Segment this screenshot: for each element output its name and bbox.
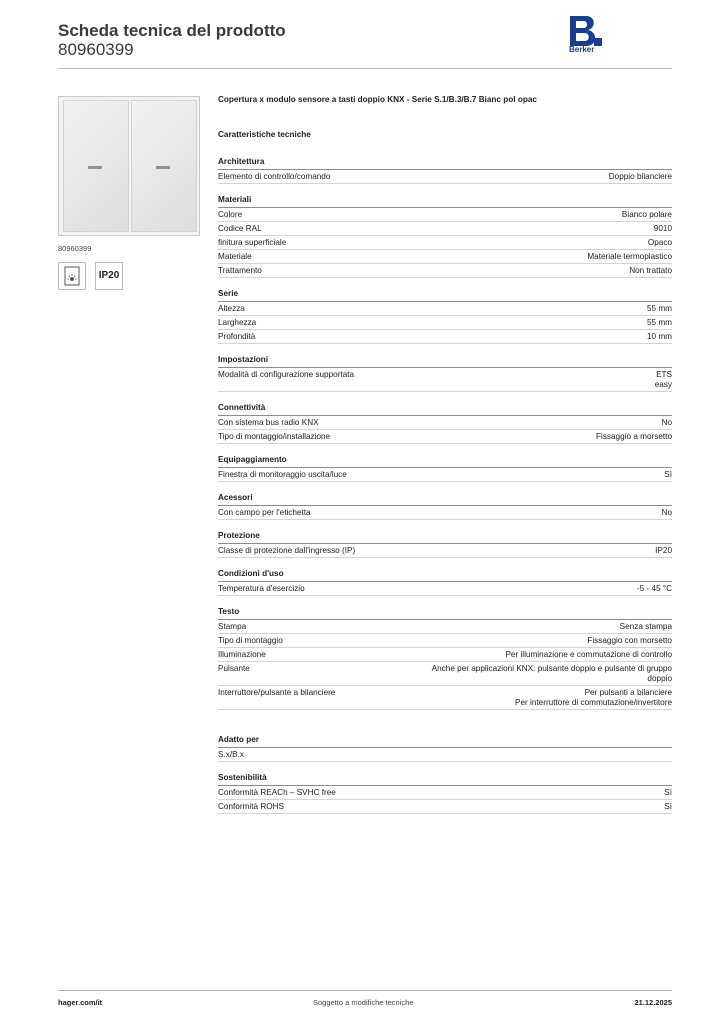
- spec-value: [662, 508, 672, 518]
- spec-value: [655, 546, 672, 556]
- spec-value-line: 9010: [653, 224, 672, 233]
- section-title: Sostenibilità: [218, 772, 672, 786]
- section-title: Architettura: [218, 156, 672, 170]
- ip-rating-badge: IP20: [95, 262, 123, 290]
- spec-row: [218, 544, 672, 558]
- spec-label: Tipo di montaggio/installazione: [218, 432, 331, 441]
- spec-label: Con campo per l'etichetta: [218, 508, 311, 517]
- spec-value-line: 55 mm: [646, 318, 672, 327]
- spec-value: [654, 224, 672, 234]
- spec-row: [218, 170, 672, 184]
- spec-value: [587, 252, 672, 262]
- section-title: Testo: [218, 606, 672, 620]
- spec-value-line: Non trattato: [629, 266, 672, 275]
- spec-row: [218, 748, 672, 762]
- spec-section: [218, 772, 672, 814]
- section-title: Condizioni d'uso: [218, 568, 672, 582]
- spec-value: [515, 688, 672, 708]
- spec-value-line: doppio: [647, 674, 672, 683]
- header-divider: [58, 68, 672, 69]
- spec-row: [218, 316, 672, 330]
- spec-value: [647, 304, 672, 314]
- spec-label: Colore: [218, 210, 243, 219]
- spec-row: [218, 468, 672, 482]
- spec-value: [647, 318, 672, 328]
- spec-row: [218, 582, 672, 596]
- spec-value-line: Bianco polare: [621, 210, 672, 219]
- spec-row: [218, 648, 672, 662]
- led-indicator-left: [88, 166, 102, 169]
- spec-value-line: Sì: [664, 470, 672, 479]
- spec-value-line: Senza stampa: [619, 622, 672, 631]
- spec-row: [218, 506, 672, 520]
- spec-label: Con sistema bus radio KNX: [218, 418, 319, 427]
- spec-section: [218, 156, 672, 184]
- footer-date: 21.12.2025: [634, 998, 672, 1007]
- spec-row: [218, 236, 672, 250]
- spec-row: [218, 250, 672, 264]
- spec-section: [218, 288, 672, 344]
- spec-label: Elemento di controllo/comando: [218, 172, 331, 181]
- spec-row: [218, 330, 672, 344]
- spec-label: Temperatura d'esercizio: [218, 584, 305, 593]
- spec-value-line: -5 - 45 °C: [636, 584, 672, 593]
- spec-section: [218, 734, 672, 762]
- spec-value-line: Anche per applicazioni KNX: pulsante doppio e pulsante di gruppo: [431, 664, 672, 673]
- section-title: Serie: [218, 288, 672, 302]
- spec-value-line: 55 mm: [646, 304, 672, 313]
- sensor-light-icon: [58, 262, 86, 290]
- section-title: Impostazioni: [218, 354, 672, 368]
- spec-section: [218, 354, 672, 392]
- spec-label: S.x/B.x: [218, 750, 244, 759]
- spec-value: [629, 266, 672, 276]
- rocker-left: [63, 100, 129, 232]
- spec-label: Conformità REACh – SVHC free: [218, 788, 336, 797]
- section-title: Acessori: [218, 492, 672, 506]
- spec-label: Modalità di configurazione supportata: [218, 370, 355, 379]
- spec-label: Finestra di monitoraggio uscita/luce: [218, 470, 347, 479]
- spec-value-line: Per pulsanti a bilanciere: [584, 688, 672, 697]
- footer-divider: [58, 990, 672, 991]
- spec-label: Illuminazione: [218, 650, 266, 659]
- specification-table: [218, 156, 672, 824]
- section-title: Connettività: [218, 402, 672, 416]
- spec-row: [218, 634, 672, 648]
- spec-value-line: Per illuminazione e commutazione di controllo: [505, 650, 672, 659]
- spec-value-line: easy: [654, 380, 672, 389]
- brand-name: Berker: [569, 45, 595, 54]
- spec-value: [655, 370, 672, 390]
- spec-section: [218, 530, 672, 558]
- spec-label: Altezza: [218, 304, 245, 313]
- spec-row: [218, 686, 672, 710]
- spec-label: Interruttore/pulsante a bilanciere: [218, 688, 336, 697]
- section-title: Protezione: [218, 530, 672, 544]
- spec-value-line: Sì: [664, 788, 672, 797]
- spec-row: [218, 800, 672, 814]
- spec-row: [218, 620, 672, 634]
- spec-value-line: No: [661, 508, 672, 517]
- spec-value: [609, 172, 672, 182]
- spec-value-line: Sì: [664, 802, 672, 811]
- spec-value: [637, 584, 672, 594]
- spec-section: [218, 568, 672, 596]
- article-number: 80960399: [58, 40, 134, 59]
- spec-row: [218, 416, 672, 430]
- page-title: Scheda tecnica del prodotto: [58, 21, 286, 40]
- spec-value: [505, 650, 672, 660]
- spec-value: [648, 238, 672, 248]
- spec-label: Classe di protezione dall'ingresso (IP): [218, 546, 356, 555]
- spec-value-line: No: [661, 418, 672, 427]
- spec-value-line: IP20: [655, 546, 672, 555]
- spec-value: [596, 432, 672, 442]
- spec-section: [218, 606, 672, 710]
- spec-section: [218, 194, 672, 278]
- spec-row: [218, 264, 672, 278]
- spec-section: [218, 492, 672, 520]
- spec-section: [218, 402, 672, 444]
- spec-value-line: 10 mm: [646, 332, 672, 341]
- spec-row: [218, 222, 672, 236]
- section-title: Equipaggiamento: [218, 454, 672, 468]
- footer-disclaimer: Soggetto a modifiche tecniche: [313, 998, 414, 1007]
- spec-label: Materiale: [218, 252, 252, 261]
- spec-value: [647, 332, 672, 342]
- spec-row: [218, 430, 672, 444]
- spec-section: [218, 454, 672, 482]
- product-image: [58, 96, 200, 236]
- spec-label: Stampa: [218, 622, 247, 631]
- footer-website: hager.com/it: [58, 998, 103, 1007]
- spec-label: Larghezza: [218, 318, 257, 327]
- spec-value: [662, 418, 672, 428]
- spec-row: [218, 368, 672, 392]
- section-title: Materiali: [218, 194, 672, 208]
- spec-value: [432, 664, 672, 684]
- spec-value: [622, 210, 672, 220]
- spec-label: Codice RAL: [218, 224, 262, 233]
- rocker-right: [131, 100, 197, 232]
- section-spacer: [218, 720, 672, 734]
- spec-row: [218, 786, 672, 800]
- image-caption: 80960399: [58, 244, 92, 253]
- spec-label: Trattamento: [218, 266, 262, 275]
- spec-value-line: Materiale termoplastico: [587, 252, 672, 261]
- section-title: Adatto per: [218, 734, 672, 748]
- spec-value: [664, 788, 672, 798]
- spec-value: [620, 622, 672, 632]
- spec-value-line: Doppio bilanciere: [608, 172, 672, 181]
- spec-label: Conformità ROHS: [218, 802, 284, 811]
- spec-value-line: Opaco: [647, 238, 672, 247]
- spec-value-line: Fissaggio a morsetto: [596, 432, 672, 441]
- spec-value-line: ETS: [656, 370, 672, 379]
- spec-value: [664, 802, 672, 812]
- spec-label: finitura superficiale: [218, 238, 287, 247]
- spec-label: Profondità: [218, 332, 256, 341]
- spec-label: Tipo di montaggio: [218, 636, 283, 645]
- product-description: Copertura x modulo sensore a tasti doppio KNX - Serie S.1/B.3/B.7 Bianc pol opac: [218, 95, 537, 104]
- spec-row: [218, 208, 672, 222]
- spec-value-line: Per interruttore di commutazione/invertitore: [515, 698, 672, 707]
- led-indicator-right: [156, 166, 170, 169]
- spec-label: Pulsante: [218, 664, 250, 673]
- spec-row: [218, 662, 672, 686]
- spec-row: [218, 302, 672, 316]
- spec-value: [587, 636, 672, 646]
- technical-heading: Caratteristiche tecniche: [218, 130, 311, 139]
- spec-value-line: Fissaggio con morsetto: [587, 636, 672, 645]
- spec-value: [664, 470, 672, 480]
